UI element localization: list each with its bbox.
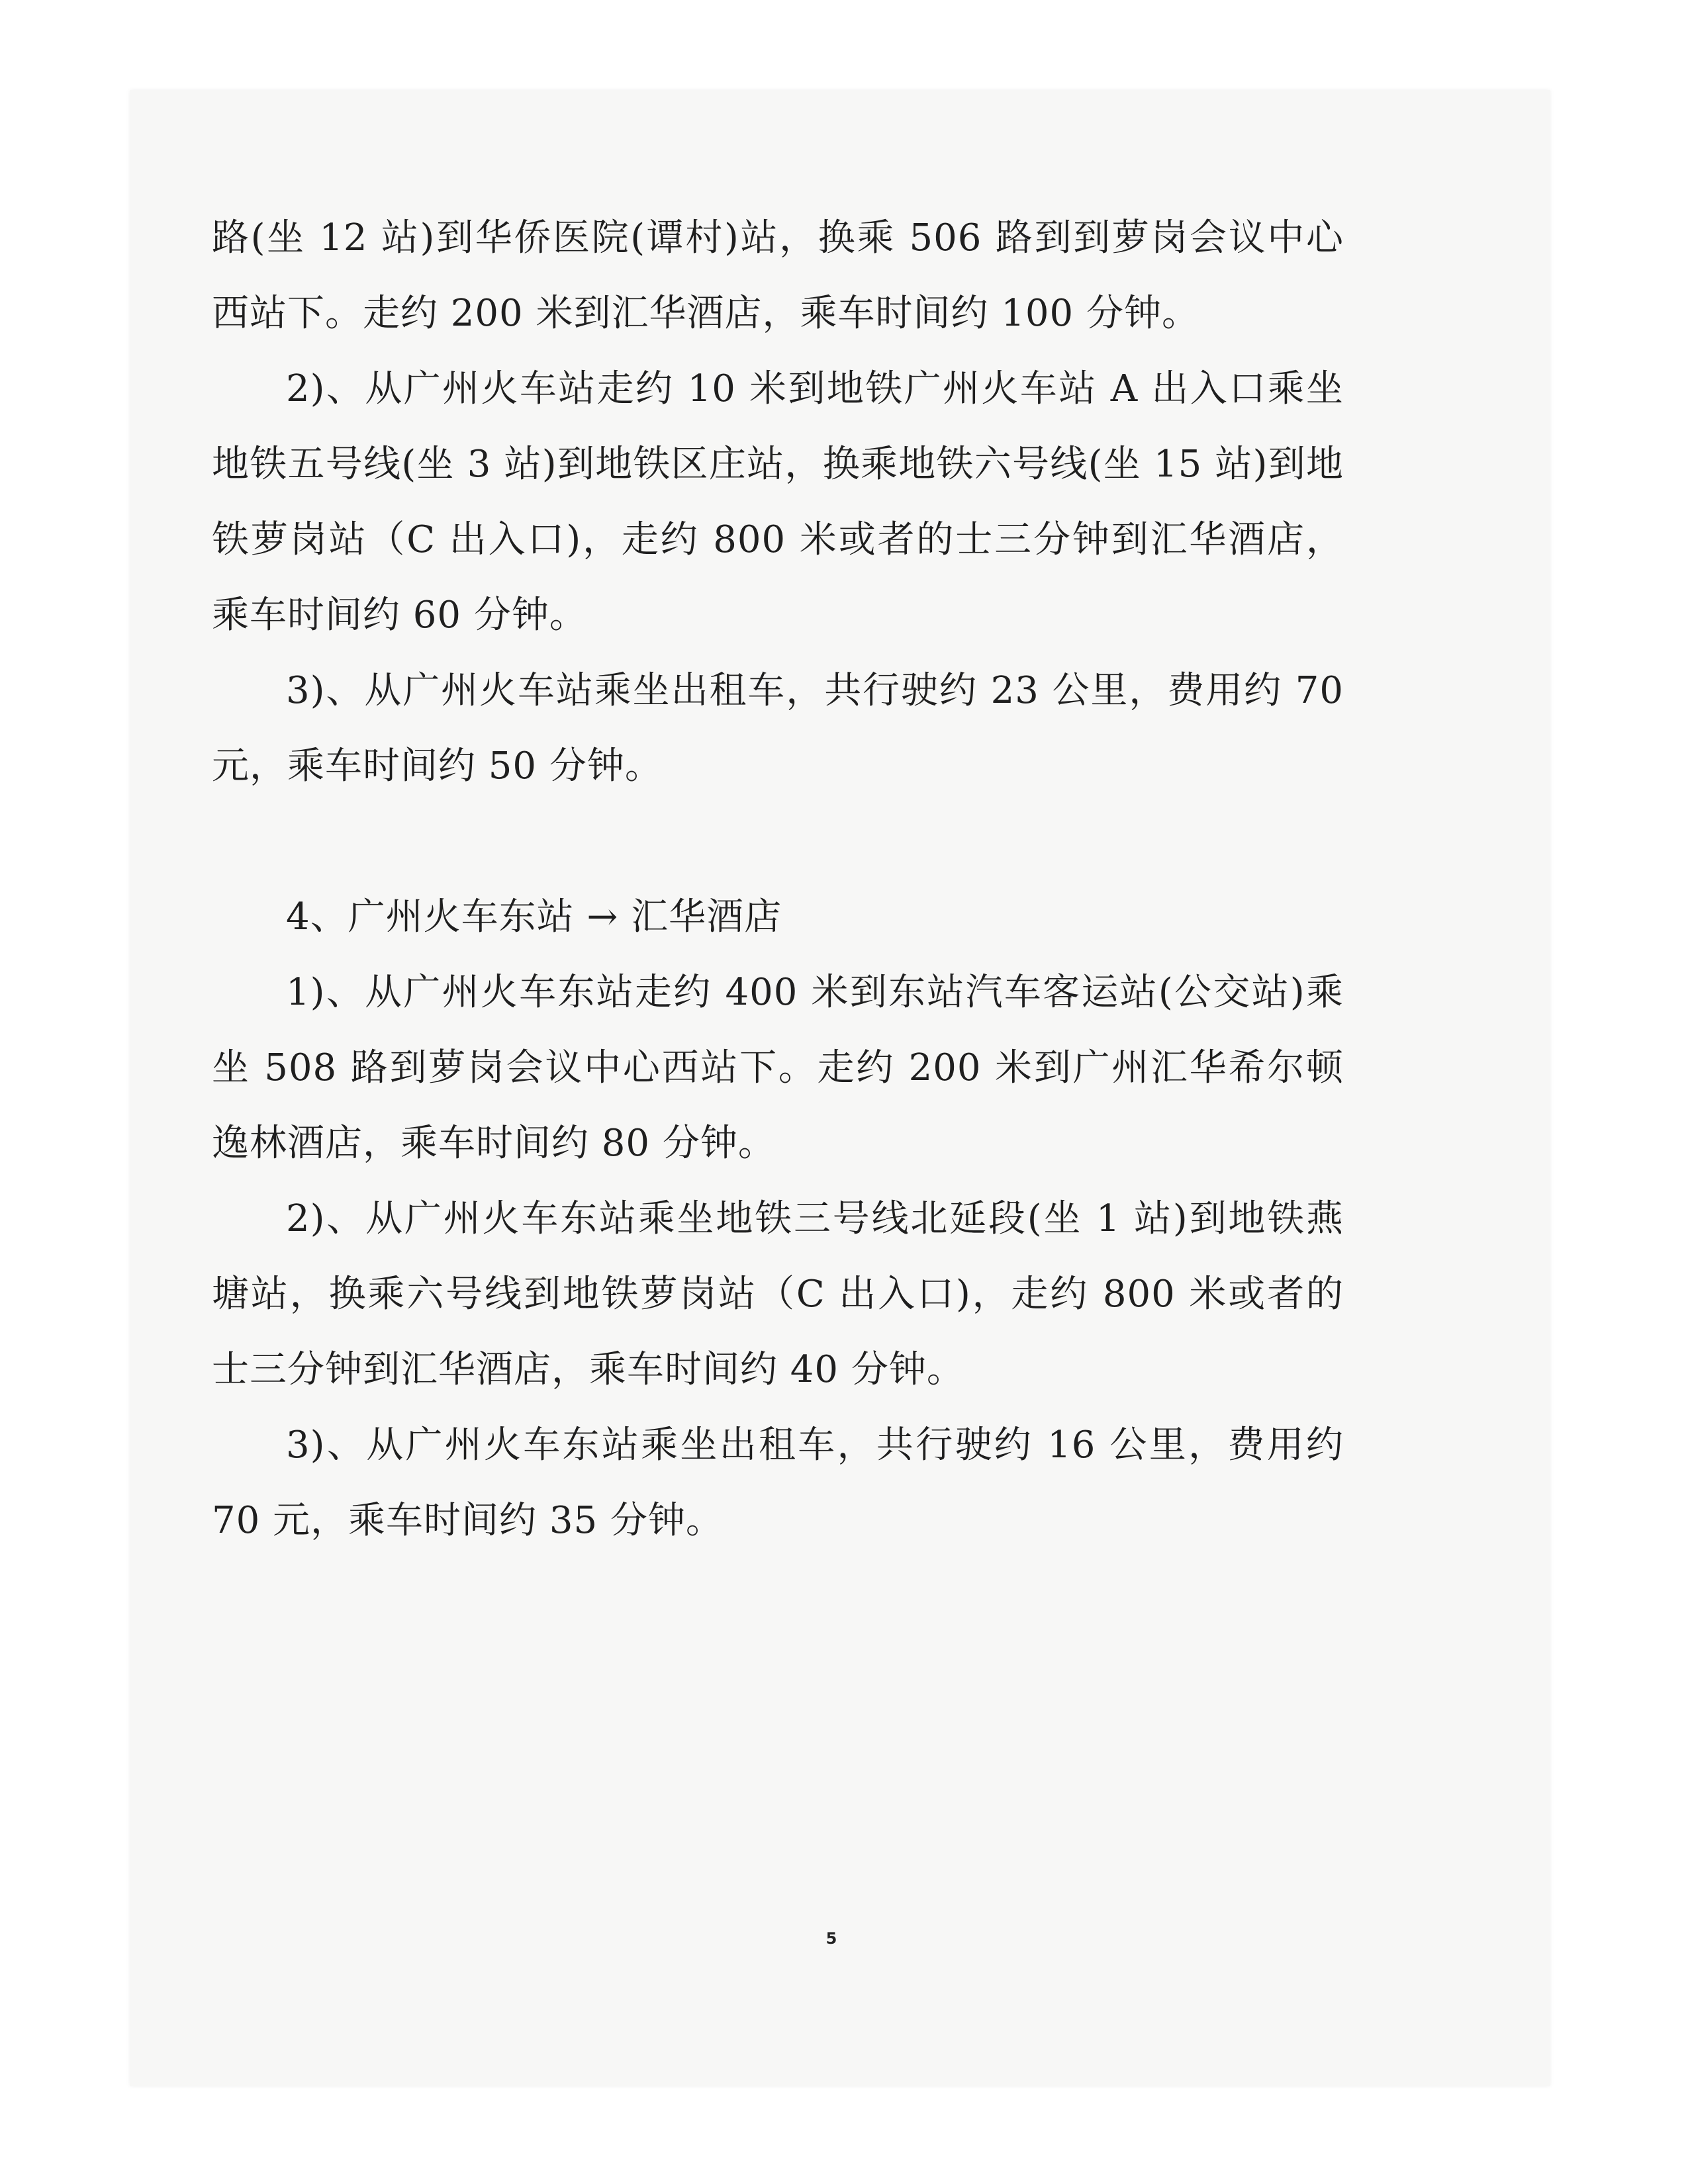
page-number: 5 (825, 1929, 837, 1948)
paragraph-continued: 路(坐 12 站)到华侨医院(谭村)站，换乘 506 路到到萝岗会议中心西站下。走约 200 米到汇华酒店，乘车时间约 100 分钟。 (212, 216, 1344, 335)
paragraph-route-2: 2)、从广州火车站走约 10 米到地铁广州火车站 A 出入口乘坐地铁五号线(坐 3 站)到地铁区庄站，换乘地铁六号线(坐 15 站)到地铁萝岗站（C 出入口)，走约 800 米或者的士三分钟到汇华酒店，乘车时间约 60 分钟。 (212, 367, 1344, 637)
paragraph-east-route-3: 3)、从广州火车东站乘坐出租车，共行驶约 16 公里，费用约 70 元，乘车时间约 35 分钟。 (212, 1424, 1344, 1542)
paragraph-route-3: 3)、从广州火车站乘坐出租车，共行驶约 23 公里，费用约 70 元，乘车时间约 50 分钟。 (212, 669, 1344, 788)
section-spacer (212, 804, 1344, 880)
section-heading: 4、广州火车东站 → 汇华酒店 (286, 895, 782, 938)
document-body (212, 201, 1344, 1559)
paragraph-east-route-2: 2)、从广州火车东站乘坐地铁三号线北延段(坐 1 站)到地铁燕塘站，换乘六号线到地铁萝岗站（C 出入口)，走约 800 米或者的士三分钟到汇华酒店，乘车时间约 40 分钟。 (212, 1197, 1344, 1391)
paragraph-east-route-1: 1)、从广州火车东站走约 400 米到东站汽车客运站(公交站)乘坐 508 路到萝岗会议中心西站下。走约 200 米到广州汇华希尔顿逸林酒店，乘车时间约 80 分钟。 (212, 971, 1344, 1165)
